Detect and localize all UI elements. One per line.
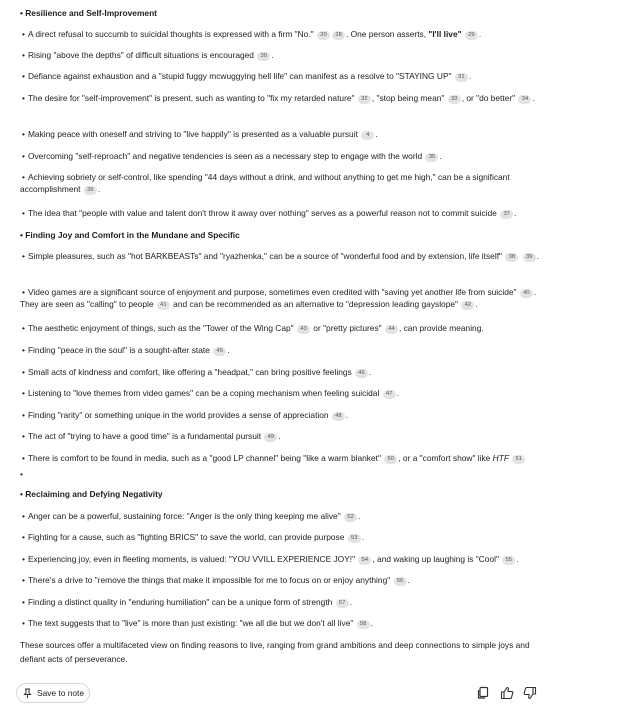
list-item: • Finding a distinct quality in "enduring humiliation" can be a unique form of strength 57 . <box>22 597 352 607</box>
thumbs-down-icon[interactable] <box>523 686 537 700</box>
citation-chip[interactable]: 32 <box>358 95 371 104</box>
citation-chip[interactable]: 46 <box>355 369 368 378</box>
citation-chip[interactable]: 47 <box>383 390 396 399</box>
citation-chip[interactable]: 51 <box>512 455 525 464</box>
citation-chip[interactable]: 33 <box>448 95 461 104</box>
list-item: • The act of "trying to have a good time" is a fundamental pursuit 49 . <box>22 431 281 441</box>
list-item: • A direct refusal to succumb to suicidal thoughts is expressed with a firm "No." 20 28 . One person asserts, "I'll live" 29 . <box>22 29 482 39</box>
list-item: • Listening to "love themes from video games" can be a coping mechanism when feeling suicidal 47 . <box>22 388 399 398</box>
citation-chip[interactable]: 41 <box>157 301 170 310</box>
list-item: • Finding "peace in the soul" is a sought-after state 45 . <box>22 345 230 355</box>
stray-bullet: • <box>20 469 23 479</box>
section-heading: • Reclaiming and Defying Negativity <box>20 489 163 499</box>
citation-chip[interactable]: 45 <box>213 347 226 356</box>
list-item: • Achieving sobriety or self-control, like spending "44 days without a drink, and without anything to get me high," can be a significant accomplishment 36 . <box>20 172 510 194</box>
summary-paragraph: These sources offer a multifaceted view on finding reasons to live, ranging from grand ambitions and deep connections to simple joys and defiant acts of perseverance. <box>20 640 530 664</box>
citation-chip[interactable]: 35 <box>425 153 438 162</box>
citation-chip[interactable]: 53 <box>348 534 361 543</box>
citation-chip[interactable]: 29 <box>465 31 478 40</box>
citation-chip[interactable]: 49 <box>264 433 277 442</box>
list-item: • Small acts of kindness and comfort, like offering a "headpat," can bring positive feelings 46 . <box>22 367 372 377</box>
list-item: • Experiencing joy, even in fleeting moments, is valued: "YOU VVILL EXPERIENCE JOY!" 54 , and waking up laughing is "Cool" 55 . <box>22 554 519 564</box>
citation-chip[interactable]: 58 <box>357 620 370 629</box>
list-item: • The text suggests that to "live" is more than just existing: "we all die but we don't all live" 58 . <box>22 618 373 628</box>
list-item: • Finding "rarity" or something unique in the world provides a sense of appreciation 48 . <box>22 410 349 420</box>
list-item: • Simple pleasures, such as "hot BARKBEASTs" and "ryazhenka," can be a source of "wonderful food and by extension, life itself" 38 39 . <box>22 251 539 261</box>
citation-chip[interactable]: 34 <box>518 95 531 104</box>
list-item: • Overcoming "self-reproach" and negative tendencies is seen as a necessary step to engage with the world 35 . <box>22 151 442 161</box>
thumbs-up-icon[interactable] <box>500 686 514 700</box>
list-item: • The idea that "people with value and talent don't throw it away over nothing" serves as a powerful reason not to commit suicide 37 . <box>22 208 517 218</box>
list-item: • There's a drive to "remove the things that make it impossible for me to focus on or enjoy anything" 56 . <box>22 575 410 585</box>
citation-chip[interactable]: 54 <box>358 556 371 565</box>
save-to-note-label: Save to note <box>37 688 85 698</box>
citation-chip[interactable]: 43 <box>297 325 310 334</box>
citation-chip[interactable]: 44 <box>385 325 398 334</box>
citation-chip[interactable]: 48 <box>332 412 345 421</box>
citation-chip[interactable]: 28 <box>332 31 345 40</box>
citation-chip[interactable]: 4 <box>361 131 374 140</box>
list-item: • Defiance against exhaustion and a "stupid fuggy mcwuggying hell life" can manifest as a resolve to "STAYING UP" 31 . <box>22 71 472 81</box>
list-item: • There is comfort to be found in media, such as a "good LP channel" being "like a warm blanket" 50 , or a "comfort show" like HTF 51 <box>22 452 542 464</box>
save-to-note-button[interactable] <box>16 683 90 703</box>
citation-chip[interactable]: 52 <box>344 513 357 522</box>
list-item: • The desire for "self-improvement" is present, such as wanting to "fix my retarded nature" 32 , "stop being mean" 33 , or "do better" 34 . <box>22 93 535 103</box>
citation-chip[interactable]: 30 <box>257 52 270 61</box>
citation-chip[interactable]: 37 <box>500 210 513 219</box>
citation-chip[interactable]: 40 <box>520 289 533 298</box>
list-item: • Anger can be a powerful, sustaining force: "Anger is the only thing keeping me alive" 52 . <box>22 511 361 521</box>
pin-icon <box>23 688 32 699</box>
citation-chip[interactable]: 20 <box>317 31 330 40</box>
list-item: • Fighting for a cause, such as "fighting BRICS" to save the world, can provide purpose 53 . <box>22 532 365 542</box>
citation-chip[interactable]: 38 <box>505 253 518 262</box>
citation-chip[interactable]: 36 <box>84 186 97 195</box>
citation-chip[interactable]: 42 <box>461 301 474 310</box>
citation-chip[interactable]: 31 <box>455 73 468 82</box>
citation-chip[interactable]: 57 <box>336 599 349 608</box>
section-heading: • Resilience and Self-Improvement <box>20 8 157 18</box>
list-item: • Video games are a significant source of enjoyment and purpose, sometimes even credited with "saving yet another life from suicide" 40 . They are seen as "calling" to people 41 and can be recommended as an alternative to "depression leading gayslope" 42 . <box>20 287 537 309</box>
section-heading: • Finding Joy and Comfort in the Mundane and Specific <box>20 230 240 240</box>
list-item: • Making peace with oneself and striving to "live happily" is presented as a valuable pursuit 4 . <box>22 129 378 139</box>
list-item: • Rising "above the depths" of difficult situations is encouraged 30 . <box>22 50 274 60</box>
copy-icon[interactable] <box>476 686 490 700</box>
citation-chip[interactable]: 56 <box>394 577 407 586</box>
citation-chip[interactable]: 55 <box>502 556 515 565</box>
citation-chip[interactable]: 50 <box>384 455 397 464</box>
citation-chip[interactable]: 39 <box>523 253 536 262</box>
list-item: • The aesthetic enjoyment of things, such as the "Tower of the Wing Cap" 43 or "pretty pictures" 44 , can provide meaning. <box>22 323 484 333</box>
